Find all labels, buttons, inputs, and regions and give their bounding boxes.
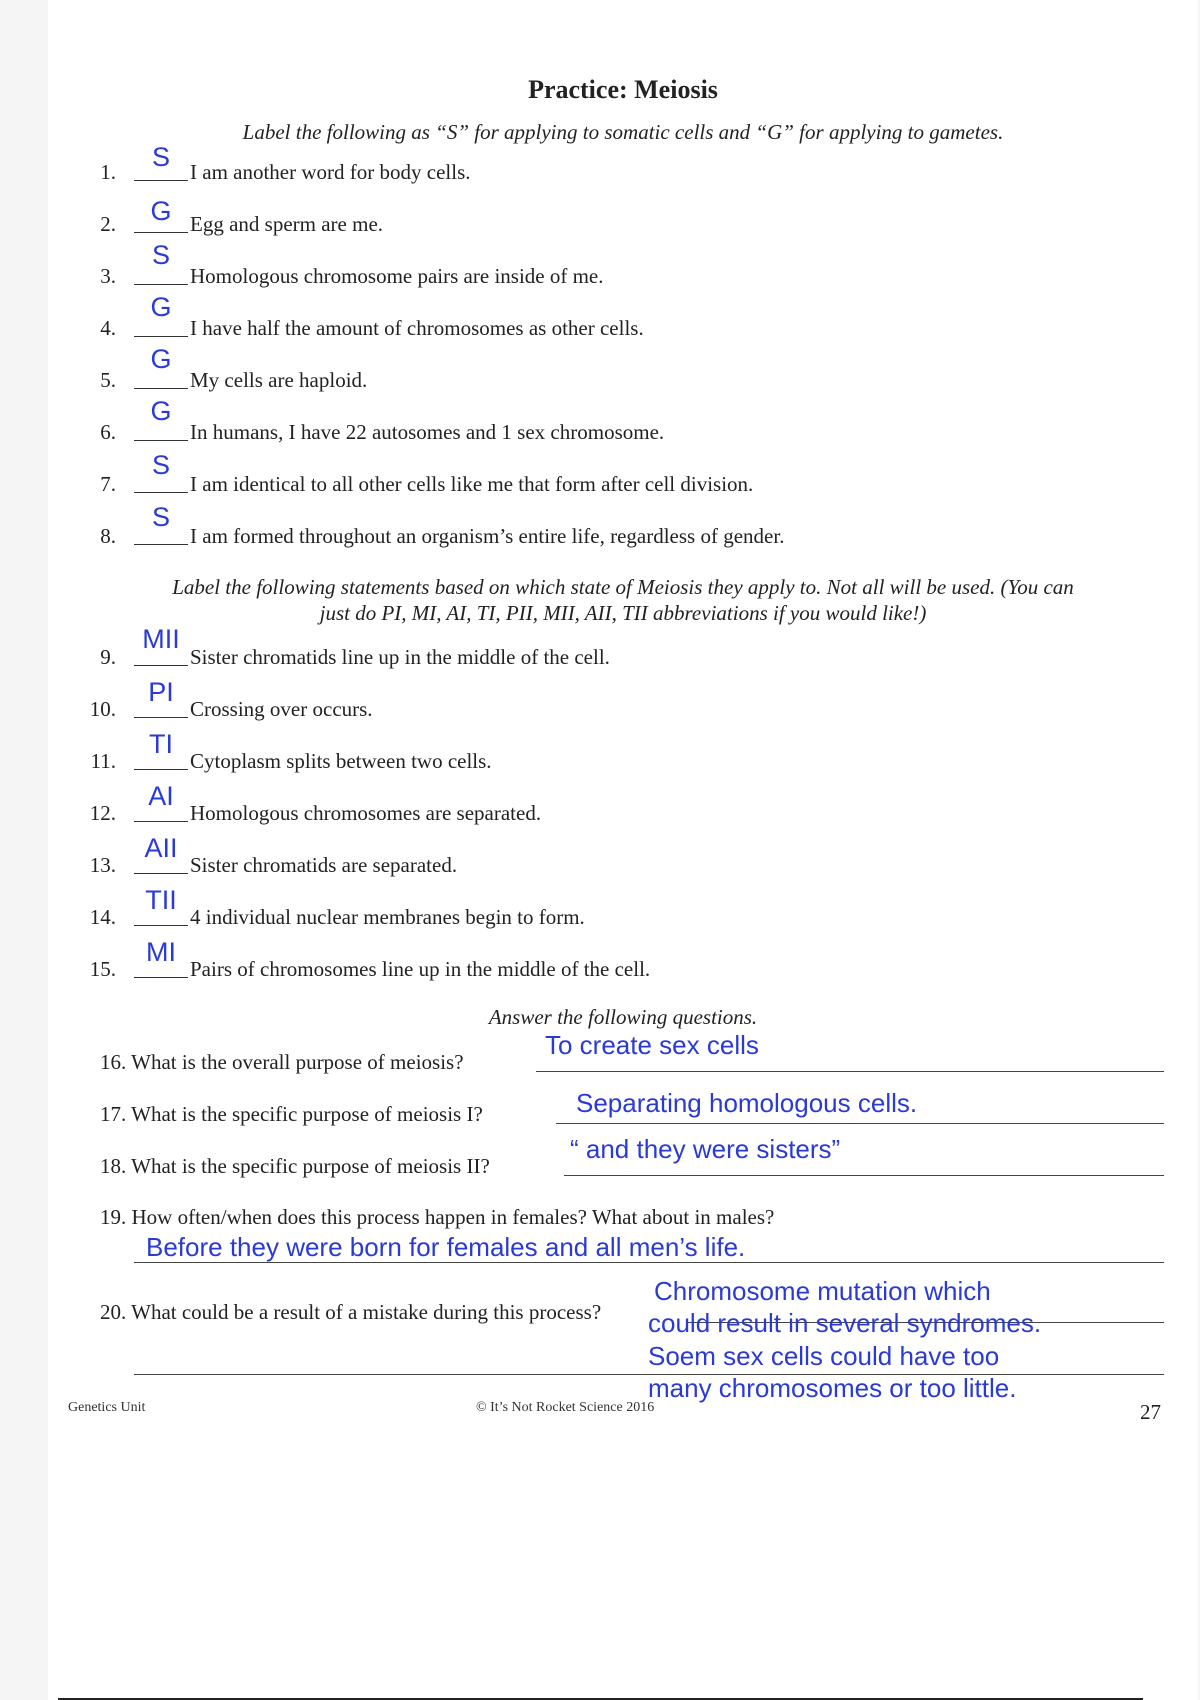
handwritten-answer: G xyxy=(150,196,172,226)
statement-text: I am identical to all other cells like me that form after cell division. xyxy=(190,472,754,496)
item-number: 12. xyxy=(89,801,116,825)
page-title: Practice: Meiosis xyxy=(528,75,718,104)
question-text: 19. How often/when does this process happen in females? What about in males? xyxy=(100,1205,775,1229)
statement-text: I am formed throughout an organism’s entire life, regardless of gender. xyxy=(190,524,785,548)
item-number: 10. xyxy=(89,697,116,721)
item-number: 14. xyxy=(89,905,116,929)
handwritten-answer: AI xyxy=(148,781,174,811)
statement-text: Crossing over occurs. xyxy=(190,697,373,721)
statement-text: Homologous chromosome pairs are inside of me. xyxy=(190,264,604,288)
question-text: 16. What is the overall purpose of meiosis? xyxy=(100,1050,464,1074)
answer-blank[interactable] xyxy=(134,544,188,545)
handwritten-answer: S xyxy=(151,502,170,532)
statement-text: 4 individual nuclear membranes begin to form. xyxy=(190,905,585,929)
item-number: 15. xyxy=(89,957,116,981)
handwritten-answer-line: Soem sex cells could have too xyxy=(648,1341,1000,1371)
handwritten-answer: S xyxy=(151,450,170,480)
handwritten-answer: G xyxy=(150,396,172,426)
answer-blank[interactable] xyxy=(134,717,188,718)
statement-text: In humans, I have 22 autosomes and 1 sex chromosome. xyxy=(190,420,665,444)
handwritten-answer: Separating homologous cells. xyxy=(576,1088,918,1118)
question-text: 20. What could be a result of a mistake during this process? xyxy=(100,1300,602,1324)
answer-line[interactable] xyxy=(564,1175,1164,1176)
item-number: 11. xyxy=(90,749,116,773)
handwritten-answer: PI xyxy=(148,677,174,707)
answer-line[interactable] xyxy=(556,1123,1164,1124)
statement-text: Sister chromatids line up in the middle of the cell. xyxy=(190,645,610,669)
item-number: 3. xyxy=(100,264,116,288)
question-text: 18. What is the specific purpose of meiosis II? xyxy=(100,1154,490,1178)
statement-text: I have half the amount of chromosomes as other cells. xyxy=(190,316,644,340)
handwritten-answer: “ and they were sisters” xyxy=(570,1134,841,1164)
item-number: 9. xyxy=(100,645,116,669)
item-number: 8. xyxy=(100,524,116,548)
item-number: 4. xyxy=(100,316,116,340)
handwritten-answer: MII xyxy=(142,624,180,654)
item-number: 1. xyxy=(100,160,116,184)
answer-blank[interactable] xyxy=(134,873,188,874)
answer-blank[interactable] xyxy=(134,388,188,389)
handwritten-answer-line: could result in several syndromes. xyxy=(648,1308,1042,1338)
handwritten-answer: S xyxy=(151,142,170,172)
footer-unit-label: Genetics Unit xyxy=(68,1400,146,1415)
statement-text: Cytoplasm splits between two cells. xyxy=(190,749,492,773)
answer-blank[interactable] xyxy=(134,232,188,233)
handwritten-answer: Before they were born for females and all men’s life. xyxy=(146,1232,746,1262)
instruction-meiosis-stages-2: just do PI, MI, AI, TI, PII, MII, AII, TII abbreviations if you would like!) xyxy=(319,601,927,625)
statement-text: Homologous chromosomes are separated. xyxy=(190,801,542,825)
statement-text: Pairs of chromosomes line up in the middle of the cell. xyxy=(190,957,651,981)
item-number: 2. xyxy=(100,212,116,236)
handwritten-answer: G xyxy=(150,292,172,322)
page-number: 27 xyxy=(1140,1400,1161,1424)
handwritten-answer: S xyxy=(151,240,170,270)
handwritten-answer-line: Chromosome mutation which xyxy=(654,1276,991,1306)
item-number: 13. xyxy=(89,853,116,877)
handwritten-answer: TII xyxy=(145,885,177,915)
footer-copyright: © It’s Not Rocket Science 2016 xyxy=(476,1400,655,1415)
item-number: 7. xyxy=(100,472,116,496)
answer-blank[interactable] xyxy=(134,665,188,666)
answer-blank[interactable] xyxy=(134,284,188,285)
statement-text: I am another word for body cells. xyxy=(190,160,471,184)
statement-text: Sister chromatids are separated. xyxy=(190,853,458,877)
handwritten-answer: AII xyxy=(144,833,178,863)
handwritten-answer: TI xyxy=(149,729,173,759)
handwritten-answer: MI xyxy=(146,937,176,967)
answer-blank[interactable] xyxy=(134,440,188,441)
item-number: 5. xyxy=(100,368,116,392)
instruction-somatic-gametes: Label the following as “S” for applying to somatic cells and “G” for applying to gametes. xyxy=(242,120,1004,144)
instruction-meiosis-stages-1: Label the following statements based on which state of Meiosis they apply to. Not all will be used. (You can xyxy=(172,575,1074,599)
answer-blank[interactable] xyxy=(134,977,188,978)
answer-blank[interactable] xyxy=(134,769,188,770)
answer-line[interactable] xyxy=(134,1262,1164,1263)
handwritten-answer: To create sex cells xyxy=(545,1030,759,1060)
answer-blank[interactable] xyxy=(134,180,188,181)
answer-blank[interactable] xyxy=(134,336,188,337)
item-number: 6. xyxy=(100,420,116,444)
worksheet-page xyxy=(48,0,1198,1700)
statement-text: Egg and sperm are me. xyxy=(190,212,384,236)
question-text: 17. What is the specific purpose of meiosis I? xyxy=(100,1102,483,1126)
handwritten-answer-line: many chromosomes or too little. xyxy=(648,1373,1017,1403)
answer-blank[interactable] xyxy=(134,492,188,493)
answer-line[interactable] xyxy=(536,1071,1164,1072)
handwritten-answer: G xyxy=(150,344,172,374)
instruction-answer-questions: Answer the following questions. xyxy=(488,1005,758,1029)
answer-blank[interactable] xyxy=(134,925,188,926)
answer-blank[interactable] xyxy=(134,821,188,822)
statement-text: My cells are haploid. xyxy=(190,368,368,392)
